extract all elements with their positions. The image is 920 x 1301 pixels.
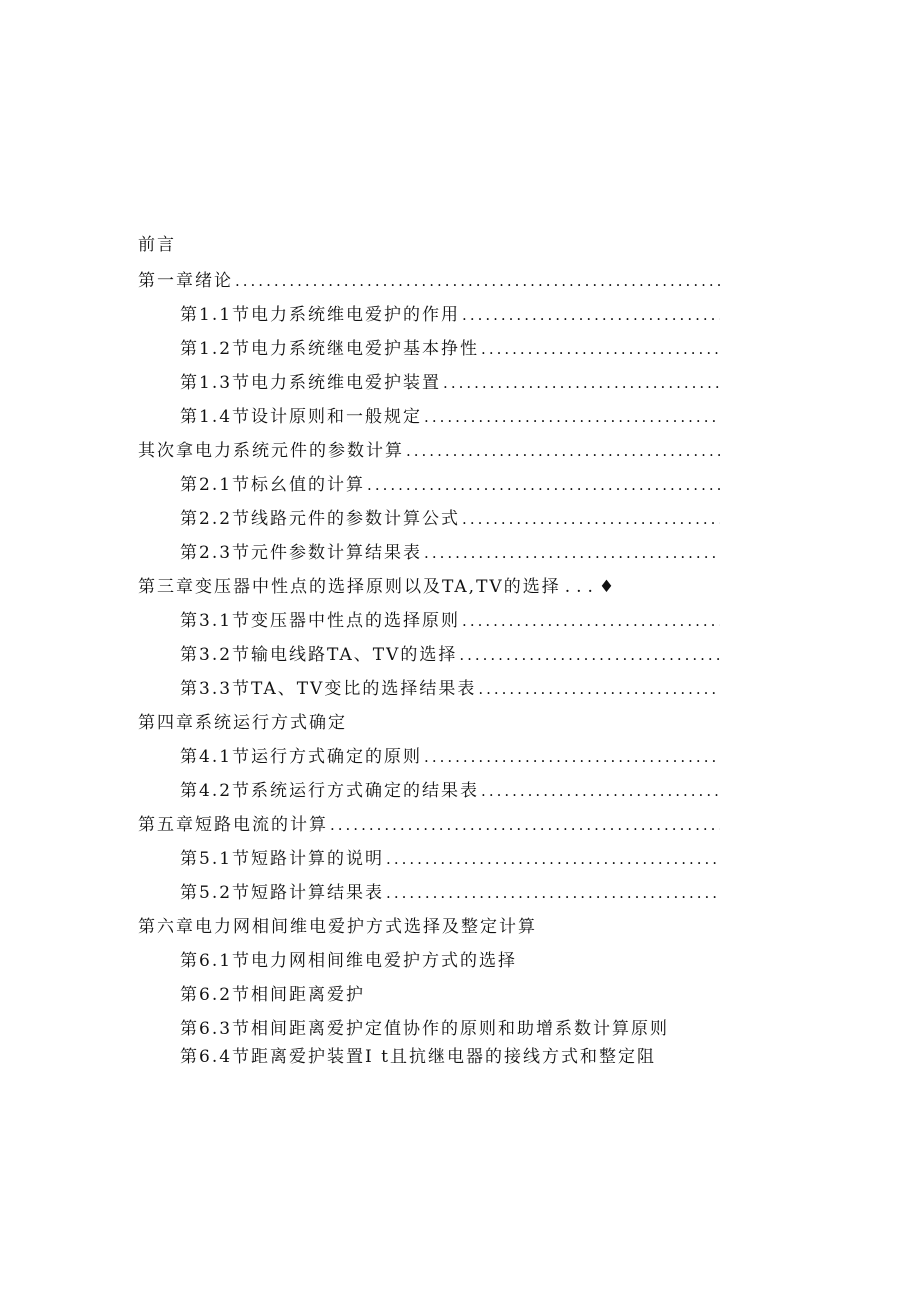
leader-dots [424, 404, 720, 430]
toc-entry-section-5-1 [180, 846, 720, 872]
toc-entry-tail-marks: ...♦ [564, 577, 621, 597]
toc-entry-section-2-1 [180, 472, 720, 498]
toc-entry-label: 第4.2节系统运行方式确定的结果表 [180, 781, 480, 801]
toc-entry-section-3-3 [180, 676, 720, 702]
leader-dots [462, 302, 720, 328]
toc-entry-section-1-1 [180, 302, 720, 328]
toc-entry-label: 其次拿电力系统元件的参数计算 [138, 441, 404, 461]
toc-entry-preface [138, 232, 720, 258]
toc-entry-label: 第3.3节TA、TV变比的选择结果表 [180, 679, 477, 699]
toc-entry-label: 第1.3节电力系统维电爱护装置 [180, 373, 442, 393]
toc-entry-label: 第2.1节标幺值的计算 [180, 475, 366, 495]
toc-entry-label: 第3.2节输电线路TA、TV的选择 [180, 645, 458, 665]
leader-dots [386, 846, 720, 872]
toc-entry-section-3-2 [180, 642, 720, 668]
leader-dots [235, 268, 720, 294]
leader-dots [386, 880, 720, 906]
toc-entry-chapter-1 [138, 268, 720, 294]
toc-entry-section-1-3 [180, 370, 720, 396]
toc-entry-section-6-3 [180, 1016, 720, 1042]
toc-entry-section-1-4 [180, 404, 720, 430]
leader-dots [481, 336, 720, 362]
leader-dots [459, 642, 720, 668]
toc-entry-label: 第5.2节短路计算结果表 [180, 883, 385, 903]
leader-dots [443, 370, 720, 396]
toc-entry-chapter-4 [138, 710, 720, 736]
toc-entry-section-6-4 [180, 1044, 720, 1070]
toc-entry-label: 第1.4节设计原则和一般规定 [180, 407, 423, 427]
toc-entry-chapter-5 [138, 812, 720, 838]
toc-entry-label: 第6.4节距离爱护装置I t且抗继电器的接线方式和整定阻 [180, 1047, 656, 1067]
toc-entry-label: 第1.2节电力系统继电爱护基本挣性 [180, 339, 480, 359]
toc-entry-section-2-3 [180, 540, 720, 566]
toc-entry-section-2-2 [180, 506, 720, 532]
leader-dots [406, 438, 720, 464]
toc-entry-label: 第2.2节线路元件的参数计算公式 [180, 509, 461, 529]
toc-entry-section-3-1 [180, 608, 720, 634]
toc-entry-section-1-2 [180, 336, 720, 362]
toc-entry-section-6-2 [180, 982, 720, 1008]
toc-entry-label: 第一章绪论 [138, 271, 233, 291]
toc-entry-label: 第2.3节元件参数计算结果表 [180, 543, 423, 563]
toc-entry-chapter-3 [138, 574, 720, 600]
leader-dots [330, 812, 720, 838]
leader-dots [424, 744, 720, 770]
toc-entry-label: 第四章系统运行方式确定 [138, 713, 347, 733]
toc-entry-section-4-1 [180, 744, 720, 770]
toc-entry-label: 第1.1节电力系统维电爱护的作用 [180, 305, 461, 325]
toc-entry-section-5-2 [180, 880, 720, 906]
toc-entry-label: 第五章短路电流的计算 [138, 815, 328, 835]
toc-entry-section-4-2 [180, 778, 720, 804]
leader-dots [424, 540, 720, 566]
leader-dots [462, 608, 720, 634]
toc-entry-label: 第5.1节短路计算的说明 [180, 849, 385, 869]
leader-dots [462, 506, 720, 532]
toc-entry-label: 第4.1节运行方式确定的原则 [180, 747, 423, 767]
toc-entry-chapter-2 [138, 438, 720, 464]
toc-entry-label: 第三章变压器中性点的选择原则以及TA,TV的选择 [138, 577, 561, 597]
leader-dots [481, 778, 720, 804]
leader-dots [367, 472, 720, 498]
toc-entry-label: 第3.1节变压器中性点的选择原则 [180, 611, 461, 631]
toc-entry-label: 第6.2节相间距离爱护 [180, 985, 366, 1005]
toc-entry-chapter-6 [138, 914, 720, 940]
toc-entry-label: 前言 [138, 235, 176, 255]
toc-entry-label: 第6.3节相间距离爱护定值协作的原则和助增系数计算原则 [180, 1019, 670, 1039]
leader-dots [478, 676, 720, 702]
toc-entry-label: 第六章电力网相间维电爱护方式选择及整定计算 [138, 917, 537, 937]
toc-entry-section-6-1 [180, 948, 720, 974]
toc-entry-label: 第6.1节电力网相间维电爱护方式的选择 [180, 951, 518, 971]
